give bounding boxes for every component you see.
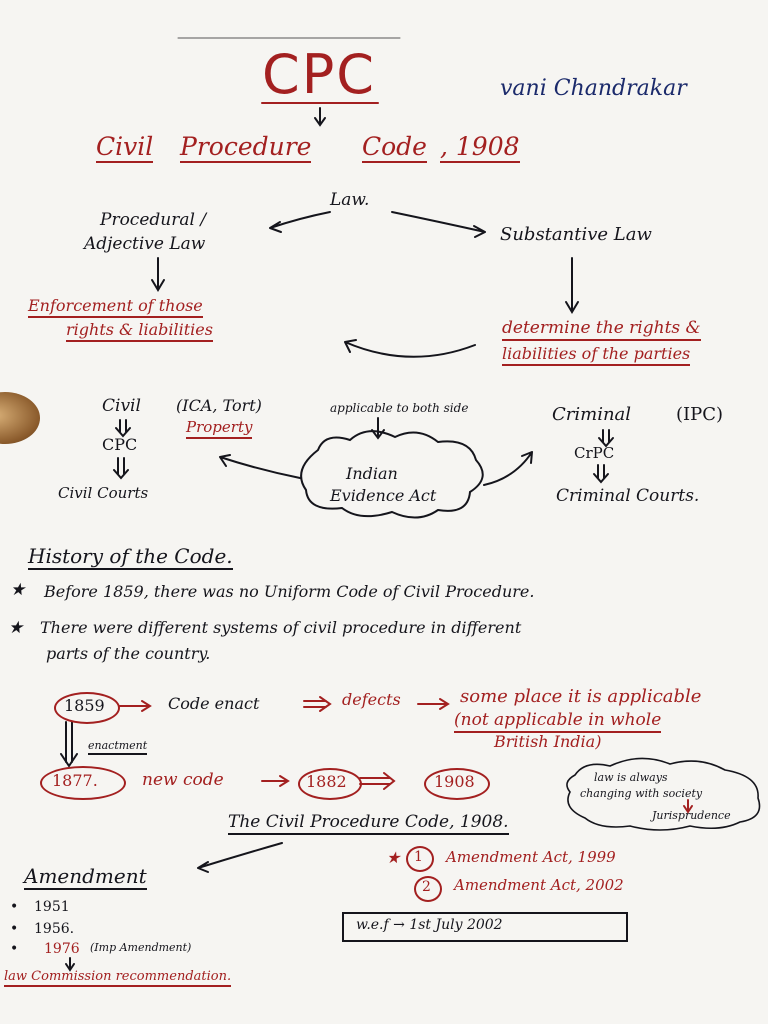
amendment-year-1: 1951 <box>34 899 70 915</box>
enforcement-line-2: rights & liabilities <box>66 322 213 342</box>
new-code-label: new code <box>142 770 224 790</box>
cloud-line-2: changing with society <box>580 787 703 800</box>
amendment-act-2002: Amendment Act, 2002 <box>454 876 624 894</box>
year-1859: 1859 <box>64 696 105 715</box>
code-enact: Code enact <box>168 694 260 713</box>
law-root: Law. <box>330 190 370 210</box>
criminal-courts-label: Criminal Courts. <box>556 486 700 506</box>
cpc-label: CPC <box>102 435 138 454</box>
amendment-year-2: 1956. <box>34 921 75 937</box>
cloud-line-1: law is always <box>594 771 668 784</box>
property-label: Property <box>186 420 252 439</box>
year-1882: 1882 <box>306 772 347 791</box>
determine-line-2: liabilities of the parties <box>502 346 690 366</box>
criminal-note: (IPC) <box>676 404 724 425</box>
wef-label: w.e.f → 1st July 2002 <box>356 917 503 933</box>
history-bullet-2b: parts of the country. <box>46 644 211 663</box>
act-number-1: 1 <box>414 849 423 865</box>
defects-label: defects <box>342 690 401 709</box>
author-name: vani Chandrakar <box>500 76 687 101</box>
determine-line-1: determine the rights & <box>502 320 701 341</box>
imp-amendment-note: (Imp Amendment) <box>90 941 192 954</box>
adjective-label: Adjective Law <box>84 234 206 254</box>
some-place-label: some place it is applicable <box>460 686 702 707</box>
bullet-star-2: ★ <box>8 618 24 638</box>
amendment-year-3: 1976 <box>44 941 80 957</box>
subtitle-code: Code <box>362 132 427 161</box>
subtitle-civil: Civil <box>96 132 154 161</box>
page-title: CPC <box>262 43 376 106</box>
bullet-star-1: ★ <box>10 580 26 600</box>
bullet-dot-3: • <box>10 941 19 957</box>
bullet-dot-2: • <box>10 921 19 937</box>
act-star: ★ <box>386 848 401 867</box>
act-number-2: 2 <box>422 879 431 895</box>
civil-note: (ICA, Tort) <box>176 396 262 415</box>
substantive-label: Substantive Law <box>500 224 652 245</box>
cloud-line-3: Jurisprudence <box>652 809 731 822</box>
subtitle-year: , 1908 <box>440 132 520 161</box>
year-1908: 1908 <box>434 772 475 791</box>
history-bullet-1: Before 1859, there was no Uniform Code of Civil Procedure. <box>44 582 535 601</box>
enactment-label: enactment <box>88 740 147 755</box>
bullet-dot-1: • <box>10 899 19 915</box>
not-applicable-1: (not applicable in whole <box>454 712 661 733</box>
civil-courts-label: Civil Courts <box>58 484 149 502</box>
civil-label: Civil <box>102 396 141 416</box>
evidence-line-2: Evidence Act <box>330 486 437 505</box>
commission-note: law Commission recommendation. <box>4 970 231 987</box>
amendment-act-1999: Amendment Act, 1999 <box>446 848 616 866</box>
crpc-label: CrPC <box>574 444 615 462</box>
amendment-heading: Amendment <box>24 864 147 888</box>
history-bullet-2a: There were different systems of civil procedure in different <box>40 618 522 637</box>
year-1877: 1877. <box>52 771 98 790</box>
procedural-label: Procedural / <box>100 210 207 230</box>
subtitle-procedure: Procedure <box>180 132 312 161</box>
enforcement-line-1: Enforcement of those <box>28 298 203 318</box>
not-applicable-2: British India) <box>494 732 602 751</box>
criminal-label: Criminal <box>552 404 632 425</box>
applicable-note: applicable to both side <box>330 401 469 415</box>
full-code-title: The Civil Procedure Code, 1908. <box>228 814 509 835</box>
history-heading: History of the Code. <box>28 544 233 568</box>
evidence-line-1: Indian <box>346 464 398 483</box>
